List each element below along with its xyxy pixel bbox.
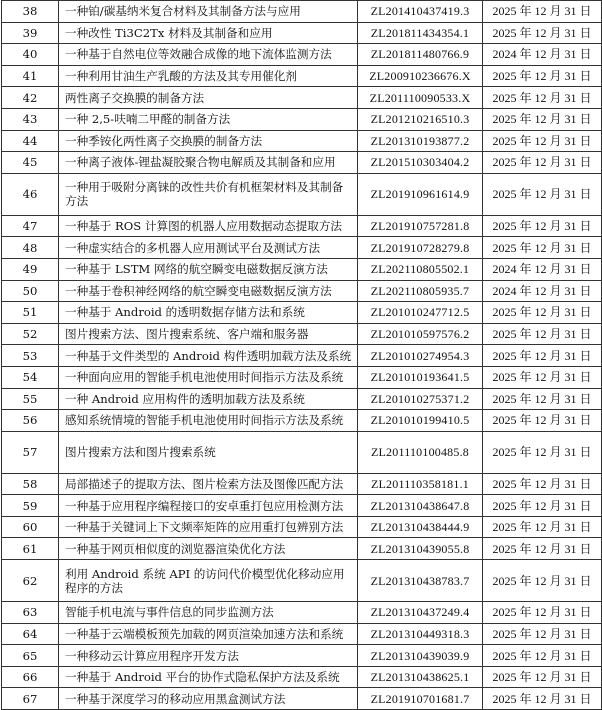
table-row xyxy=(2,560,602,602)
patent-number: ZL202110805935.7 xyxy=(358,280,483,302)
patent-title: 图片搜索方法和图片搜索系统 xyxy=(59,431,358,473)
patent-number: ZL201310438444.9 xyxy=(358,516,483,538)
expiry-date: 2025 年 12 月 31 日 xyxy=(483,388,602,410)
expiry-date: 2025 年 12 月 31 日 xyxy=(483,431,602,473)
patent-title: 一种铂/碳基纳米复合材料及其制备方法与应用 xyxy=(59,1,358,23)
patent-title: 一种离子液体-锂盐凝胶聚合物电解质及其制备和应用 xyxy=(59,152,358,174)
patent-title: 一种基于 LSTM 网络的航空瞬变电磁数据反演方法 xyxy=(59,258,358,280)
patent-title: 一种面向应用的智能手机电池使用时间指示方法及系统 xyxy=(59,366,358,388)
patent-title: 一种基于应用程序编程接口的安卓重打包应用检测方法 xyxy=(59,495,358,517)
row-number: 55 xyxy=(2,388,59,410)
patent-title: 一种基于关键词上下文频率矩阵的应用重打包辨别方法 xyxy=(59,516,358,538)
row-number: 40 xyxy=(2,44,59,66)
expiry-date: 2025 年 12 月 31 日 xyxy=(483,495,602,517)
expiry-date: 2025 年 12 月 31 日 xyxy=(483,22,602,44)
expiry-date: 2025 年 12 月 31 日 xyxy=(483,560,602,602)
patent-number: ZL201010275371.2 xyxy=(358,388,483,410)
row-number: 43 xyxy=(2,108,59,130)
table-row xyxy=(2,280,602,302)
table-row xyxy=(2,323,602,345)
patent-title: 一种基于 Android 平台的协作式隐私保护方法及系统 xyxy=(59,666,358,688)
patent-title: 一种基于网页相似度的浏览器渲染优化方法 xyxy=(59,538,358,560)
expiry-date: 2025 年 12 月 31 日 xyxy=(483,130,602,152)
patent-number: ZL201310437249.4 xyxy=(358,602,483,624)
row-number: 62 xyxy=(2,560,59,602)
patent-number: ZL201010597576.2 xyxy=(358,323,483,345)
row-number: 42 xyxy=(2,87,59,109)
patent-title: 一种 Android 应用构件的透明加载方法及系统 xyxy=(59,388,358,410)
expiry-date: 2025 年 12 月 31 日 xyxy=(483,215,602,237)
table-row xyxy=(2,258,602,280)
row-number: 47 xyxy=(2,215,59,237)
patent-number: ZL202110805502.1 xyxy=(358,258,483,280)
patent-number: ZL201310439039.9 xyxy=(358,645,483,667)
patent-title: 一种用于吸附分离铼的改性共价有机框架材料及其制备方法 xyxy=(59,173,358,215)
patent-title: 一种 2,5-呋喃二甲醛的制备方法 xyxy=(59,108,358,130)
patent-number: ZL201310438783.7 xyxy=(358,560,483,602)
expiry-date: 2025 年 12 月 31 日 xyxy=(483,302,602,324)
row-number: 66 xyxy=(2,666,59,688)
patent-number: ZL201210216510.3 xyxy=(358,108,483,130)
table-row xyxy=(2,87,602,109)
row-number: 50 xyxy=(2,280,59,302)
table-row xyxy=(2,602,602,624)
row-number: 49 xyxy=(2,258,59,280)
table-row xyxy=(2,538,602,560)
patent-title: 图片搜索方法、图片搜索系统、客户端和服务器 xyxy=(59,323,358,345)
patent-number: ZL201310439055.8 xyxy=(358,538,483,560)
row-number: 65 xyxy=(2,645,59,667)
patent-number: ZL201310438647.8 xyxy=(358,495,483,517)
table-row xyxy=(2,623,602,645)
patent-number: ZL201910728279.8 xyxy=(358,237,483,259)
patent-title: 一种利用甘油生产乳酸的方法及其专用催化剂 xyxy=(59,65,358,87)
patent-title: 一种基于 ROS 计算图的机器人应用数据动态提取方法 xyxy=(59,215,358,237)
table-row xyxy=(2,431,602,473)
row-number: 38 xyxy=(2,1,59,23)
row-number: 52 xyxy=(2,323,59,345)
expiry-date: 2024 年 12 月 31 日 xyxy=(483,258,602,280)
row-number: 44 xyxy=(2,130,59,152)
table-row xyxy=(2,302,602,324)
patent-number: ZL201910961614.9 xyxy=(358,173,483,215)
table-row xyxy=(2,410,602,432)
row-number: 54 xyxy=(2,366,59,388)
patent-title: 一种移动云计算应用程序开发方法 xyxy=(59,645,358,667)
row-number: 57 xyxy=(2,431,59,473)
table-row xyxy=(2,108,602,130)
patent-title: 一种改性 Ti3C2Tx 材料及其制备和应用 xyxy=(59,22,358,44)
row-number: 51 xyxy=(2,302,59,324)
patent-number: ZL201811480766.9 xyxy=(358,44,483,66)
row-number: 41 xyxy=(2,65,59,87)
table-row xyxy=(2,173,602,215)
expiry-date: 2025 年 12 月 31 日 xyxy=(483,538,602,560)
patent-number: ZL201310438625.1 xyxy=(358,666,483,688)
table-row xyxy=(2,237,602,259)
patent-number: ZL201811434354.1 xyxy=(358,22,483,44)
expiry-date: 2025 年 12 月 31 日 xyxy=(483,1,602,23)
table-row xyxy=(2,152,602,174)
row-number: 60 xyxy=(2,516,59,538)
expiry-date: 2025 年 12 月 31 日 xyxy=(483,237,602,259)
row-number: 53 xyxy=(2,345,59,367)
patent-number: ZL201310193877.2 xyxy=(358,130,483,152)
table-row xyxy=(2,516,602,538)
row-number: 61 xyxy=(2,538,59,560)
row-number: 48 xyxy=(2,237,59,259)
expiry-date: 2025 年 12 月 31 日 xyxy=(483,473,602,495)
patent-title: 一种基于深度学习的移动应用黑盒测试方法 xyxy=(59,688,358,710)
expiry-date: 2025 年 12 月 31 日 xyxy=(483,108,602,130)
table-row xyxy=(2,495,602,517)
patent-table-body xyxy=(2,1,602,710)
row-number: 67 xyxy=(2,688,59,710)
row-number: 46 xyxy=(2,173,59,215)
patent-number: ZL201010247712.5 xyxy=(358,302,483,324)
patent-title: 一种基于 Android 的透明数据存储方法和系统 xyxy=(59,302,358,324)
patent-title: 感知系统情境的智能手机电池使用时间指示方法及系统 xyxy=(59,410,358,432)
row-number: 59 xyxy=(2,495,59,517)
patent-number: ZL201910757281.8 xyxy=(358,215,483,237)
row-number: 58 xyxy=(2,473,59,495)
row-number: 64 xyxy=(2,623,59,645)
table-row xyxy=(2,44,602,66)
patent-title: 一种基于文件类型的 Android 构件透明加载方法及系统 xyxy=(59,345,358,367)
patent-number: ZL201410437419.3 xyxy=(358,1,483,23)
row-number: 45 xyxy=(2,152,59,174)
patent-number: ZL201110100485.8 xyxy=(358,431,483,473)
table-row xyxy=(2,65,602,87)
expiry-date: 2025 年 12 月 31 日 xyxy=(483,666,602,688)
patent-title: 智能手机电流与事件信息的同步监测方法 xyxy=(59,602,358,624)
patent-number: ZL201010193641.5 xyxy=(358,366,483,388)
expiry-date: 2025 年 12 月 31 日 xyxy=(483,87,602,109)
expiry-date: 2025 年 12 月 31 日 xyxy=(483,623,602,645)
expiry-date: 2024 年 12 月 31 日 xyxy=(483,280,602,302)
table-row xyxy=(2,345,602,367)
patent-number: ZL201010274954.3 xyxy=(358,345,483,367)
table-row xyxy=(2,1,602,23)
patent-title: 两性离子交换膜的制备方法 xyxy=(59,87,358,109)
expiry-date: 2025 年 12 月 31 日 xyxy=(483,345,602,367)
table-row xyxy=(2,366,602,388)
table-row xyxy=(2,388,602,410)
row-number: 39 xyxy=(2,22,59,44)
expiry-date: 2025 年 12 月 31 日 xyxy=(483,323,602,345)
patent-number: ZL200910236676.X xyxy=(358,65,483,87)
patent-title: 一种基于云端模板预先加载的网页渲染加速方法和系统 xyxy=(59,623,358,645)
table-row xyxy=(2,473,602,495)
patent-number: ZL201510303404.2 xyxy=(358,152,483,174)
expiry-date: 2025 年 12 月 31 日 xyxy=(483,65,602,87)
patent-number: ZL201910701681.7 xyxy=(358,688,483,710)
table-row xyxy=(2,215,602,237)
expiry-date: 2025 年 12 月 31 日 xyxy=(483,366,602,388)
patent-title: 一种基于卷积神经网络的航空瞬变电磁数据反演方法 xyxy=(59,280,358,302)
table-row xyxy=(2,666,602,688)
patent-table xyxy=(1,0,602,710)
expiry-date: 2025 年 12 月 31 日 xyxy=(483,410,602,432)
expiry-date: 2025 年 12 月 31 日 xyxy=(483,173,602,215)
expiry-date: 2025 年 12 月 31 日 xyxy=(483,645,602,667)
expiry-date: 2025 年 12 月 31 日 xyxy=(483,152,602,174)
patent-title: 一种季铵化两性离子交换膜的制备方法 xyxy=(59,130,358,152)
patent-title: 一种虚实结合的多机器人应用测试平台及测试方法 xyxy=(59,237,358,259)
expiry-date: 2024 年 12 月 31 日 xyxy=(483,44,602,66)
patent-title: 局部描述子的提取方法、图片检索方法及图像匹配方法 xyxy=(59,473,358,495)
table-row xyxy=(2,645,602,667)
expiry-date: 2025 年 12 月 31 日 xyxy=(483,516,602,538)
table-row xyxy=(2,130,602,152)
patent-number: ZL201310449318.3 xyxy=(358,623,483,645)
patent-number: ZL201010199410.5 xyxy=(358,410,483,432)
patent-number: ZL201110090533.X xyxy=(358,87,483,109)
row-number: 56 xyxy=(2,410,59,432)
patent-title: 利用 Android 系统 API 的访问代价模型优化移动应用程序的方法 xyxy=(59,560,358,602)
row-number: 63 xyxy=(2,602,59,624)
expiry-date: 2025 年 12 月 31 日 xyxy=(483,688,602,710)
table-row xyxy=(2,688,602,710)
table-row xyxy=(2,22,602,44)
expiry-date: 2025 年 12 月 31 日 xyxy=(483,602,602,624)
patent-number: ZL201110358181.1 xyxy=(358,473,483,495)
patent-title: 一种基于自然电位等效融合成像的地下流体监测方法 xyxy=(59,44,358,66)
